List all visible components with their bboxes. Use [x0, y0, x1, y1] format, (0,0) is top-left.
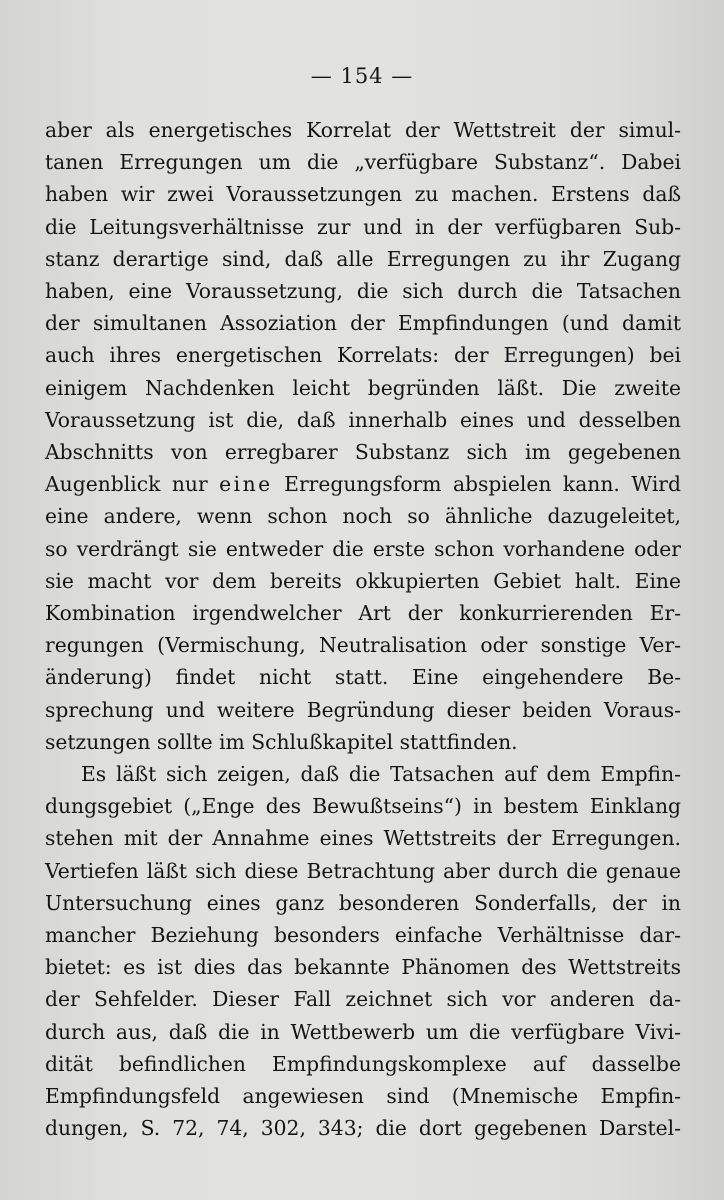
text-line: Kombination irgendwelcher Art der konkurrierenden Er- — [45, 601, 681, 626]
text-line: dungsgebiet („Enge des Bewußtseins“) in bestem Einklang — [45, 794, 681, 819]
text-line: Vertiefen läßt sich diese Betrachtung aber durch die genaue — [45, 858, 681, 883]
text-line: die Leitungsverhältnisse zur und in der verfügbaren Sub- — [45, 214, 681, 239]
text-line: regungen (Vermischung, Neutralisation oder sonstige Ver- — [45, 633, 681, 658]
text-line: durch aus, daß die in Wettbewerb um die verfügbare Vivi- — [45, 1019, 681, 1044]
paragraph-end-line: setzungen sollte im Schlußkapitel stattfinden. — [45, 729, 518, 754]
text-line: auch ihres energetischen Korrelats: der Erregungen) bei — [45, 343, 681, 368]
text-line-with-emphasis — [45, 468, 681, 500]
text-line: sprechung und weitere Begründung dieser beiden Voraus- — [45, 697, 681, 722]
text-line: sie macht vor dem bereits okkupierten Gebiet halt. Eine — [45, 568, 681, 593]
text-line: so verdrängt sie entweder die erste schon vorhandene oder — [45, 536, 681, 561]
text-line: eine andere, wenn schon noch so ähnliche dazugeleitet, — [45, 504, 681, 529]
text-line: dungen, S. 72, 74, 302, 343; die dort gegebenen Darstel- — [45, 1116, 681, 1141]
paragraph-start-line: Es läßt sich zeigen, daß die Tatsachen auf dem Empfin- — [81, 762, 681, 787]
text-line: Voraussetzung ist die, daß innerhalb eines und desselben — [45, 407, 681, 432]
text-line: dität befindlichen Empfindungskomplexe auf dasselbe — [45, 1051, 681, 1076]
text-line: der simultanen Assoziation der Empfindungen (und damit — [45, 311, 681, 336]
text-line: bietet: es ist dies das bekannte Phänomen des Wettstreits — [45, 955, 681, 980]
text-line: stehen mit der Annahme eines Wettstreits der Erregungen. — [45, 826, 681, 851]
text-fragment: Augenblick nur — [45, 472, 220, 497]
emphasized-word: eine — [219, 472, 273, 497]
text-line: Abschnitts von erregbarer Substanz sich im gegebenen — [45, 440, 681, 465]
text-line: tanen Erregungen um die „verfügbare Substanz“. Dabei — [45, 150, 681, 175]
page-number: — 154 — — [310, 64, 414, 88]
text-line: einigem Nachdenken leicht begründen läßt. Die zweite — [45, 375, 681, 400]
text-line: Untersuchung eines ganz besonderen Sonderfalls, der in — [45, 890, 681, 915]
text-line: haben, eine Voraussetzung, die sich durch die Tatsachen — [45, 279, 681, 304]
text-line: stanz derartige sind, daß alle Erregungen zu ihr Zugang — [45, 246, 681, 271]
text-line: mancher Beziehung besonders einfache Verhältnisse dar- — [45, 923, 681, 948]
text-line: änderung) findet nicht statt. Eine eingehendere Be- — [45, 665, 681, 690]
body-text — [45, 114, 681, 1145]
text-line: der Sehfelder. Dieser Fall zeichnet sich vor anderen da- — [45, 987, 681, 1012]
text-line: Empfindungsfeld angewiesen sind (Mnemische Empfin- — [45, 1084, 681, 1109]
text-line: aber als energetisches Korrelat der Wettstreit der simul- — [45, 118, 681, 142]
text-line: haben wir zwei Voraussetzungen zu machen. Erstens daß — [45, 182, 681, 207]
text-fragment: Erregungsform abspielen kann. Wird — [272, 472, 681, 497]
